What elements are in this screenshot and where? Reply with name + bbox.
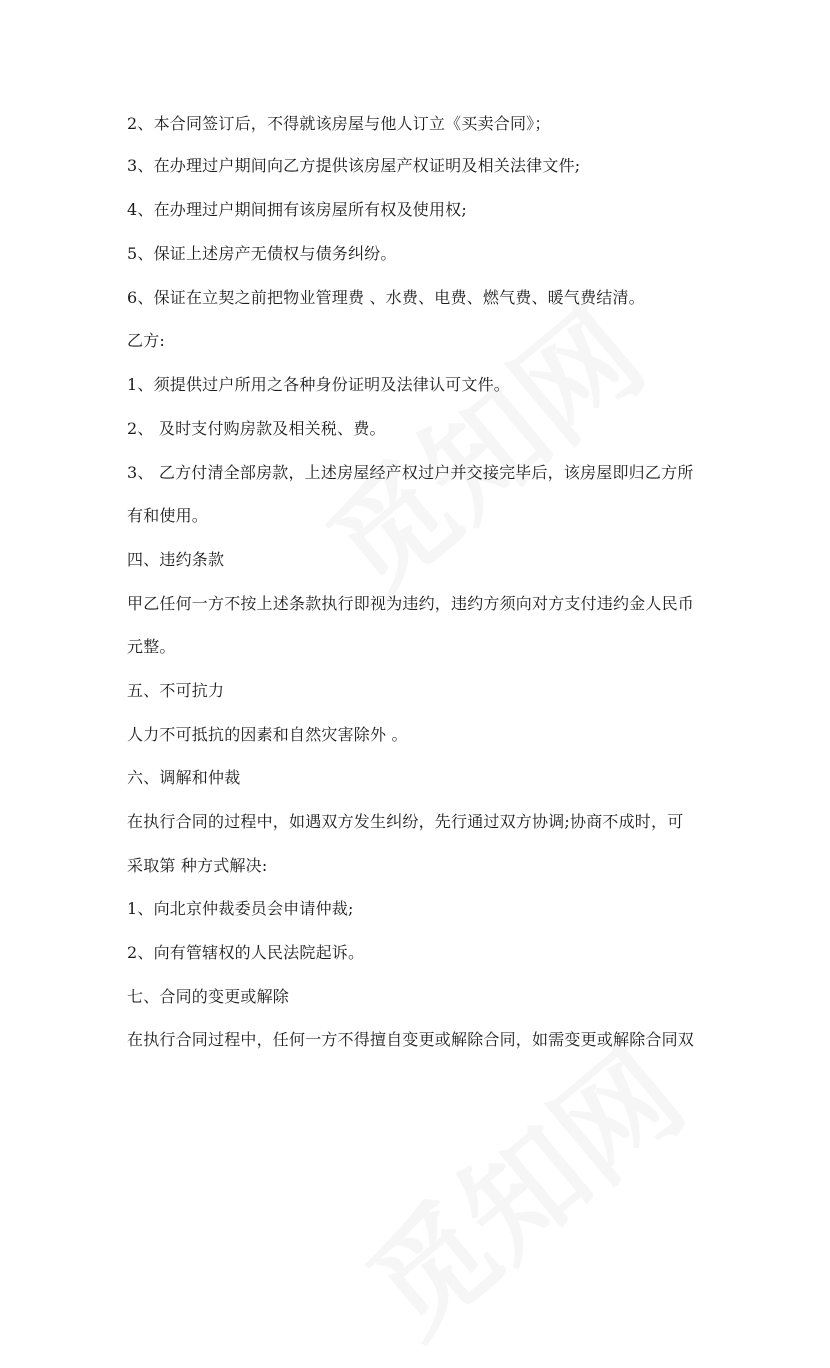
clause-line: 有和使用。 xyxy=(127,506,209,525)
section-heading: 五、不可抗力 xyxy=(127,681,225,700)
watermark xyxy=(287,264,673,627)
clause-line: 2、 及时支付购房款及相关税、费。 xyxy=(127,419,386,438)
section-heading: 四、违约条款 xyxy=(127,550,225,569)
clause-line: 5、保证上述房产无债权与债务纠纷。 xyxy=(127,244,397,263)
clause-line: 6、保证在立契之前把物业管理费 、水费、电费、燃气费、暖气费结清。 xyxy=(127,288,645,307)
clause-line: 人力不可抵抗的因素和自然灾害除外 。 xyxy=(127,725,408,744)
clause-line: 3、 乙方付清全部房款，上述房屋经产权过户并交接完毕后，该房屋即归乙方所 xyxy=(127,463,694,482)
clause-line: 4、在办理过户期间拥有该房屋所有权及使用权; xyxy=(127,200,467,219)
clause-line: 2、向有管辖权的人民法院起诉。 xyxy=(127,943,365,962)
section-heading: 乙方: xyxy=(127,331,165,350)
watermark xyxy=(327,1004,713,1367)
clause-line: 1、向北京仲裁委员会申请仲裁; xyxy=(127,899,354,918)
clause-line: 在执行合同过程中，任何一方不得擅自变更或解除合同，如需变更或解除合同双 xyxy=(127,1030,695,1049)
clause-line: 1、须提供过户所用之各种身份证明及法律认可文件。 xyxy=(127,375,510,394)
clause-line: 3、在办理过户期间向乙方提供该房屋产权证明及相关法律文件; xyxy=(127,156,581,175)
clause-line: 采取第 种方式解决: xyxy=(127,856,268,875)
section-heading: 七、合同的变更或解除 xyxy=(127,987,290,1006)
section-heading: 六、调解和仲裁 xyxy=(127,768,241,787)
clause-line: 甲乙任何一方不按上述条款执行即视为违约，违约方须向对方支付违约金人民币 xyxy=(127,594,695,613)
clause-line: 在执行合同的过程中，如遇双方发生纠纷，先行通过双方协调;协商不成时，可 xyxy=(127,812,684,831)
clause-line: 2、本合同签订后，不得就该房屋与他人订立《买卖合同》； xyxy=(127,114,551,133)
clause-line: 元整。 xyxy=(127,637,176,656)
